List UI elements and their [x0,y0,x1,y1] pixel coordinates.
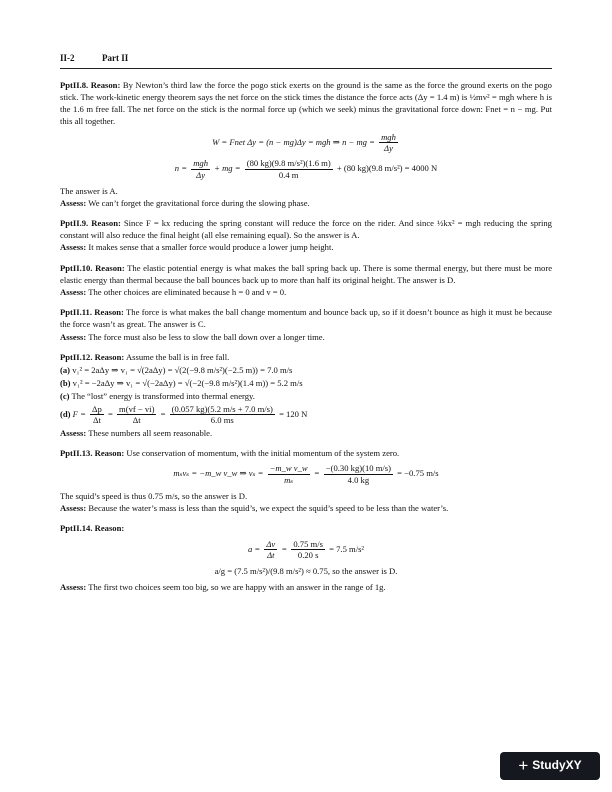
ratio-equation: a/g = (7.5 m/s²)/(9.8 m/s²) ≈ 0.75, so the answer is D. [214,565,398,576]
problem-number: PptII.14. [60,523,93,534]
problem-pptii-9 [60,217,552,254]
assess-paragraph [60,197,552,209]
assess-paragraph [60,581,552,593]
plus-icon: + [518,755,529,775]
momentum-equation: mₛvₛ = −m_w v_w ⇒ vₛ = $\frac{\text{−m\_w v\_w}}{\text{mₛ}}$ = $\frac{-(0.30 kg)(10 m/s)}{4.0 kg}$ = −0.75 m/s [173,463,439,486]
problem-pptii-10 [60,262,552,299]
reason-text: The force is what makes the ball change momentum and bounce back up, so if it doesn’t bounce as high it must be because the force wasn’t as great. The answer is C. [60,307,552,330]
answer-text: The squid’s speed is thus 0.75 m/s, so the answer is D. [60,490,248,501]
assess-label: Assess: [60,582,87,593]
reason-paragraph [60,306,552,330]
page-header [60,52,552,65]
reason-paragraph [60,79,552,128]
assess-text: The other choices are eliminated because h = 0 and v = 0. [88,286,287,297]
fraction: $\frac{(0.057 kg)(5.2 m/s + 7.0 m/s)}{6.0 ms}$ [171,403,273,426]
part-d: (d) F = $\frac{\Delta p}{\Delta t}$ = $\frac{m(vf - vi)}{\Delta t}$ = $\frac{(0.057 kg)(5.2 m/s + 7.0 m/s)}{6.0 ms}$ = 120 N [60,403,308,426]
assess-label: Assess: [60,331,87,342]
reason-label: Reason: [94,448,125,459]
reason-paragraph [60,447,552,459]
part-a: (a) v₁² = 2aΔy ⇒ v₁ = √(2aΔy) = √(2(−9.8 m/s²)(−2.5 m)) = 7.0 m/s [60,364,293,375]
assess-paragraph [60,331,552,343]
assess-text: Because the water’s mass is less than the squid’s, we expect the squid’s speed to be less than the water’s. [88,503,449,514]
problem-pptii-11 [60,306,552,343]
badge-text: StudyXY [532,758,582,773]
assess-label: Assess: [60,503,87,514]
reason-label: Reason: [95,262,125,273]
reason-paragraph [60,522,552,534]
reason-label: Reason: [91,217,121,228]
reason-paragraph [60,262,552,286]
fraction: $\frac{\Delta p}{\Delta t}$ [92,403,102,426]
reason-label: Reason: [94,351,125,362]
reason-text: The elastic potential energy is what makes the ball spring back up. There is some thermal energy, but there must be more elastic energy than thermal because the ball bounces back up to more than half its original height. The answer is D. [60,262,553,285]
reason-paragraph [60,217,552,241]
fraction: $\frac{\Delta v}{\Delta t}$ [266,538,276,561]
reason-label: Reason: [94,523,125,534]
page-number: II-2 [60,53,75,63]
fraction: $\frac{\text{mgh}}{\Delta y}$ [381,131,396,154]
assess-text: The first two choices seem too big, so we are happy with an answer in the range of 1g. [88,582,386,593]
reason-label: Reason: [90,79,121,90]
part-c: (c) The “lost” energy is transformed into thermal energy. [60,391,255,402]
work-equation: W = Fnet Δy = (n − mg)Δy = mgh ⇒ n − mg = $\frac{\text{mgh}}{\Delta y}$ [212,131,396,154]
fraction: $\frac{m(vf - vi)}{\Delta t}$ [119,403,155,426]
reason-text: By Newton’s third law the force the pogo stick exerts on the ground is the same as the force the ground exerts on the pogo stick. The work-kinetic energy theorem says the net force on the stick times the distance the force acts (Δy = 1.4 m) is ½mv² = mgh where h is the 1.6 m free fall. The net force on the stick is the normal force up (which we seek) minus the gravitational force down: Fnet = n − mg. Put this all together. [60,79,552,127]
problem-pptii-13 [60,447,552,514]
fraction: $\frac{-(0.30 kg)(10 m/s)}{4.0 kg}$ [325,463,392,486]
problem-pptii-8 [60,79,552,209]
assess-text: It makes sense that a smaller force would produce a lower jump height. [88,242,334,253]
reason-paragraph [60,351,552,363]
assess-label: Assess: [60,242,87,253]
assess-text: We can’t forget the gravitational force during the slowing phase. [88,197,310,208]
problem-pptii-12 [60,351,552,439]
studyxy-badge[interactable] [500,752,600,780]
part-label: Part II [102,53,129,63]
reason-label: Reason: [94,307,124,318]
document-page [60,52,552,601]
acceleration-equation: a = $\frac{\Delta v}{\Delta t}$ = $\frac{0.75 m/s}{0.20 s}$ = 7.5 m/s² [247,538,365,561]
assess-label: Assess: [60,286,87,297]
assess-paragraph [60,427,552,439]
part-b: (b) v₁² = −2aΔy ⇒ v₁ = √(−2aΔy) = √(−2(−9.8 m/s²)(1.4 m)) = 5.2 m/s [60,378,303,389]
problem-number: PptII.10. [60,262,93,273]
fraction: $\frac{0.75 m/s}{0.20 s}$ [293,538,323,561]
assess-label: Assess: [60,197,87,208]
problem-number: PptII.11. [60,307,92,318]
assess-paragraph [60,286,552,298]
reason-text: Use conservation of momentum, with the initial momentum of the system zero. [126,448,400,459]
problem-number: PptII.13. [60,448,93,459]
problem-number: PptII.8. [60,79,89,90]
normal-force-equation: n = $\frac{\text{mgh}}{\Delta y}$ + mg = $\frac{\text{(80 kg)(9.8 m/s²)(1.6 m)}}{0.4 m}$ + (80 kg)(9.8 m/s²) = 4000 N [174,158,438,180]
fraction: $\frac{\text{(80 kg)(9.8 m/s²)(1.6 m)}}{0.4 m}$ [246,158,331,180]
assess-label: Assess: [60,428,87,439]
problem-number: PptII.12. [60,351,93,362]
reason-text: Since F = kx reducing the spring constant will reduce the force on the rider. And since ½kx² = mgh reducing the spring constant will also reduce the final height (all else remaining equal). So the answer is A. [60,217,552,241]
assess-text: The force must also be less to slow the ball down over a longer time. [88,331,325,342]
header-rule [60,68,552,69]
reason-text: Assume the ball is in free fall. [125,351,230,362]
fraction: $\frac{\text{−m\_w v\_w}}{\text{mₛ}}$ [269,463,308,486]
answer-text: The answer is A. [60,185,118,196]
problem-pptii-14 [60,522,552,593]
assess-text: These numbers all seem reasonable. [88,428,213,439]
assess-paragraph [60,502,552,514]
problem-number: PptII.9. [60,217,89,228]
fraction: $\frac{\text{mgh}}{\Delta y}$ [193,158,208,180]
assess-paragraph [60,241,552,253]
